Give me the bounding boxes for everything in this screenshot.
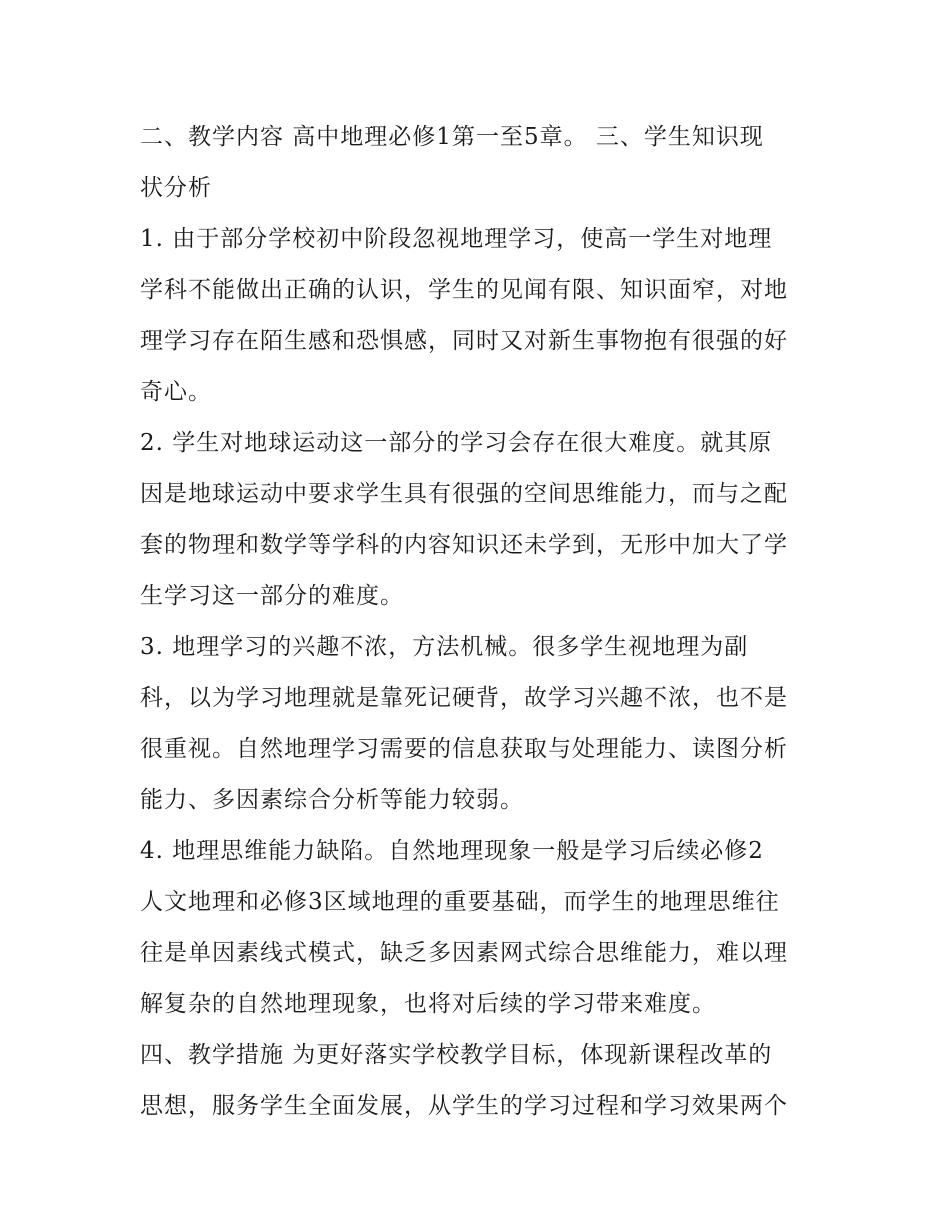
text-line: 学科不能做出正确的认识，学生的见闻有限、知识面窄，对地 <box>140 277 788 303</box>
text-line: 四、教学措施 为更好落实学校教学目标，体现新课程改革的 <box>140 1042 773 1068</box>
text-line: 2. 学生对地球运动这一部分的学习会存在很大难度。就其原 <box>140 430 773 456</box>
text-line: 1. 由于部分学校初中阶段忽视地理学习，使高一学生对地理 <box>140 226 773 252</box>
text-line: 因是地球运动中要求学生具有很强的空间思维能力，而与之配 <box>140 481 788 507</box>
document-body <box>140 112 820 1132</box>
text-line: 生学习这一部分的难度。 <box>140 583 404 609</box>
text-line: 人文地理和必修3区域地理的重要基础，而学生的地理思维往 <box>140 889 780 915</box>
text-line: 4. 地理思维能力缺陷。自然地理现象一般是学习后续必修2 <box>140 838 764 864</box>
text-line: 解复杂的自然地理现象，也将对后续的学习带来难度。 <box>140 991 716 1017</box>
text-line: 奇心。 <box>140 379 212 405</box>
text-line: 很重视。自然地理学习需要的信息获取与处理能力、读图分析 <box>140 736 788 762</box>
text-line: 思想，服务学生全面发展，从学生的学习过程和学习效果两个 <box>140 1093 788 1119</box>
text-line: 科，以为学习地理就是靠死记硬背，故学习兴趣不浓，也不是 <box>140 685 788 711</box>
text-line: 往是单因素线式模式，缺乏多因素网式综合思维能力，难以理 <box>140 940 788 966</box>
text-line: 状分析 <box>140 175 212 201</box>
text-line: 套的物理和数学等学科的内容知识还未学到，无形中加大了学 <box>140 532 788 558</box>
text-line: 二、教学内容 高中地理必修1第一至5章。 三、学生知识现 <box>140 124 764 150</box>
text-line: 理学习存在陌生感和恐惧感，同时又对新生事物抱有很强的好 <box>140 328 788 354</box>
text-line: 能力、多因素综合分析等能力较弱。 <box>140 787 524 813</box>
text-line: 3. 地理学习的兴趣不浓，方法机械。很多学生视地理为副 <box>140 634 749 660</box>
